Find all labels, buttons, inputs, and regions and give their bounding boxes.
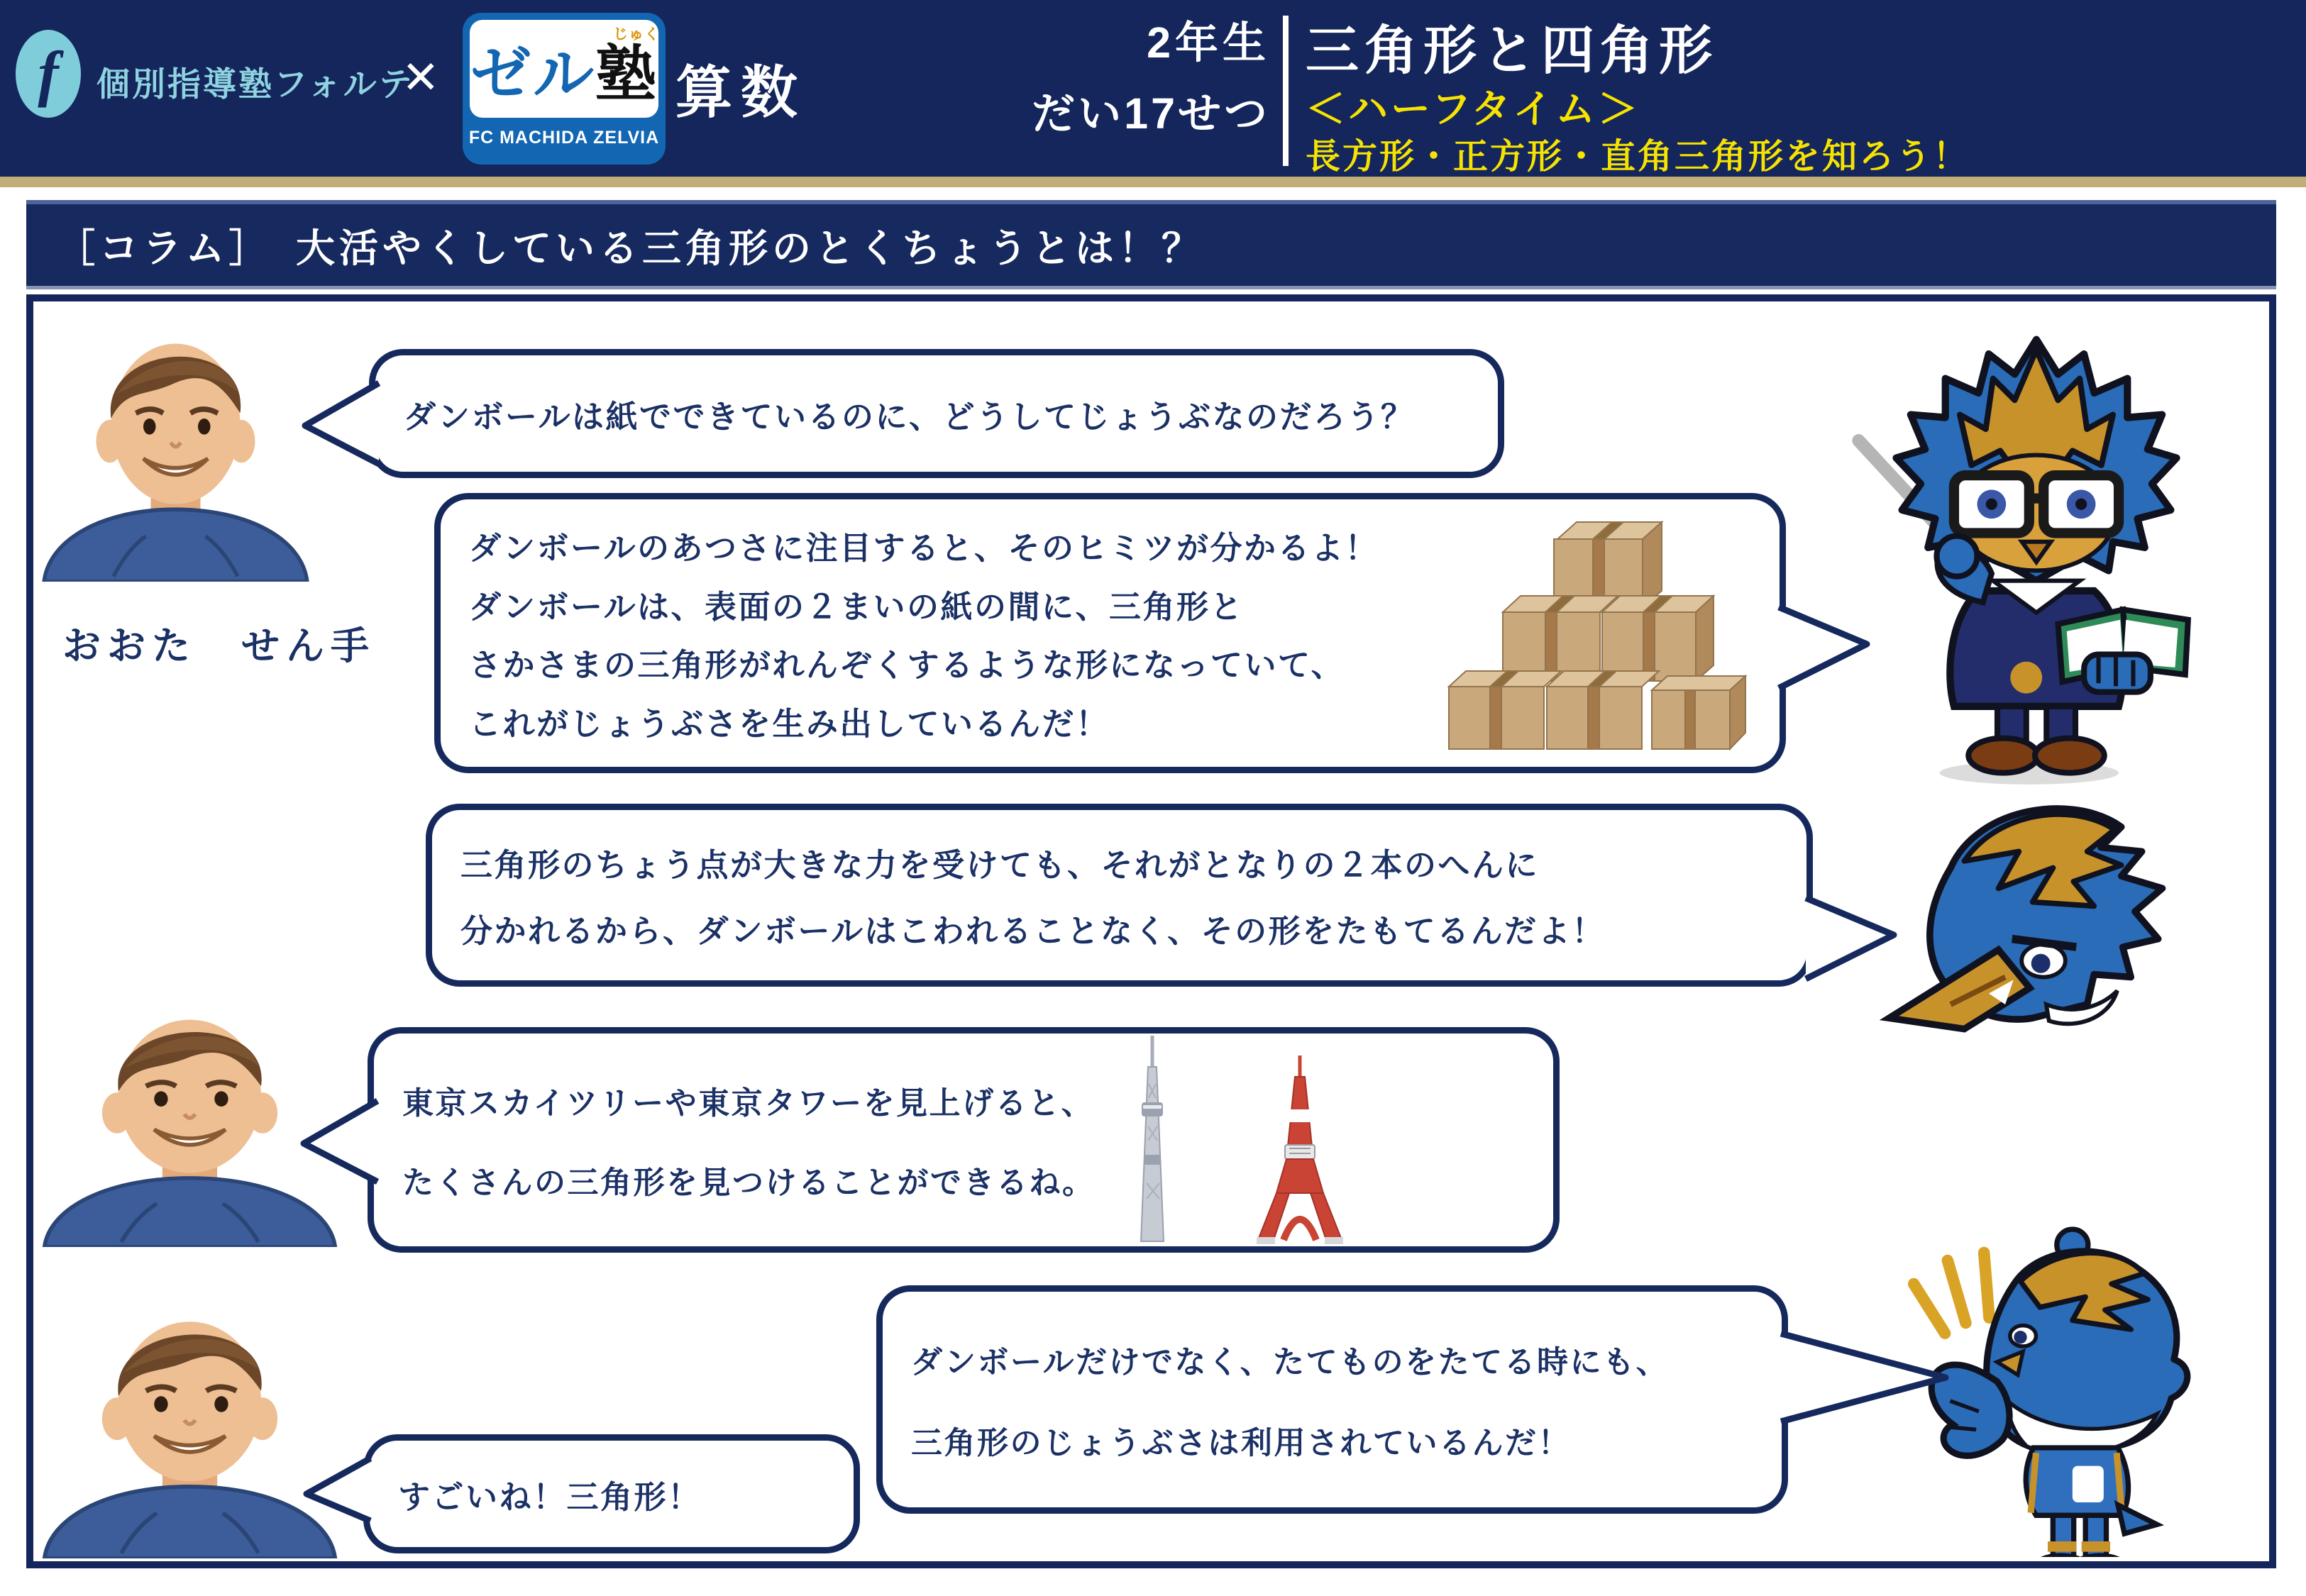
bubble-2-text-line2: ダンボールは、表面の２まいの紙の間に、三角形と [469,588,1245,625]
gold-divider [0,177,2306,187]
speech-bubble-5 [876,1285,1788,1514]
forte-logo-icon [16,30,81,118]
header-divider [1283,16,1289,166]
bubble-5-tail [1778,1331,1952,1426]
grade-label: 2年生 [1147,18,1270,67]
player-photo-1 [39,314,312,582]
bubble-5-text-line1: ダンボールだけでなく、たてものをたてる時にも、 [911,1345,1670,1380]
player-portrait-illustration [39,992,341,1247]
bubble-5-text-line2: 三角形のじょうぶさは利用されているんだ！ [911,1425,1571,1461]
cardboard-boxes-icon [1440,516,1763,750]
bubble-3-text-line1: 三角形のちょう点が大きな力を受けても、それがとなりの２本のへんに [460,847,1540,884]
player-photo-2 [39,992,341,1247]
unit-title: 三角形と四角形 [1306,21,1719,80]
bubble-3-tail [1803,895,1899,983]
bubble-1-tail [301,380,380,467]
zeljuku-logo [463,13,666,165]
collab-cross-icon: ✕ [402,52,440,103]
speech-bubble-3 [426,804,1813,987]
grade-lesson-block [1015,17,1270,139]
player-portrait-illustration [39,1292,341,1558]
bubble-4-tail [299,1098,379,1185]
zeljuku-name: ゼル塾 [470,40,658,109]
bubble-2-text-line4: これがじょうぶさを生み出しているんだ！ [469,706,1110,743]
subject-label: 算数 [675,61,806,124]
mascot-head-icon [1855,786,2196,1059]
speech-bubble-4 [368,1027,1560,1253]
column-title-bar [26,200,2276,289]
bubble-6-tail [304,1456,372,1525]
bubble-2-tail [1776,604,1872,692]
bubble-1-text: ダンボールは紙でできているのに、どうしてじょうぶなのだろう？ [404,398,1415,435]
forte-name: 個別指導塾フォルテ [96,65,414,103]
lesson-label: だい17せつ [1032,89,1270,138]
mascot-teacher-icon [1838,314,2235,790]
forte-logo-letter: f [38,39,59,109]
speech-bubble-1 [369,349,1504,478]
tokyo-skytree-icon [1122,1034,1182,1246]
tokyo-tower-icon [1252,1054,1348,1247]
zelvia-club-name: FC MACHIDA ZELVIA [468,128,660,148]
bubble-4-text-line1: 東京スカイツリーや東京タワーを見上げると、 [402,1086,1095,1121]
player-portrait-illustration [39,314,312,582]
column-title: ［コラム］ 大活やくしている三角形のとくちょうとは！？ [56,226,1205,270]
zeljuku-furigana: じゅく [613,26,660,43]
speech-bubble-6 [363,1434,860,1553]
bubble-2-text-line3: さかさまの三角形がれんぞくするような形になっていて、 [469,647,1345,684]
bubble-3-text-line2: 分かれるから、ダンボールはこわれることなく、その形をたもてるんだよ！ [460,912,1606,949]
lesson-goal: 長方形・正方形・直角三角形を知ろう！ [1306,138,1970,176]
player-photo-3 [39,1292,341,1558]
bubble-6-text: すごいね！三角形！ [398,1478,702,1515]
player-name: おおた せん手 [62,625,375,667]
section-label: ＜ハーフタイム＞ [1306,87,1641,131]
bubble-4-text-line2: たくさんの三角形を見つけることができるね。 [402,1165,1096,1200]
bubble-2-text-line1: ダンボールのあつさに注目すると、そのヒミツが分かるよ！ [469,529,1379,566]
app-header [0,0,2306,177]
